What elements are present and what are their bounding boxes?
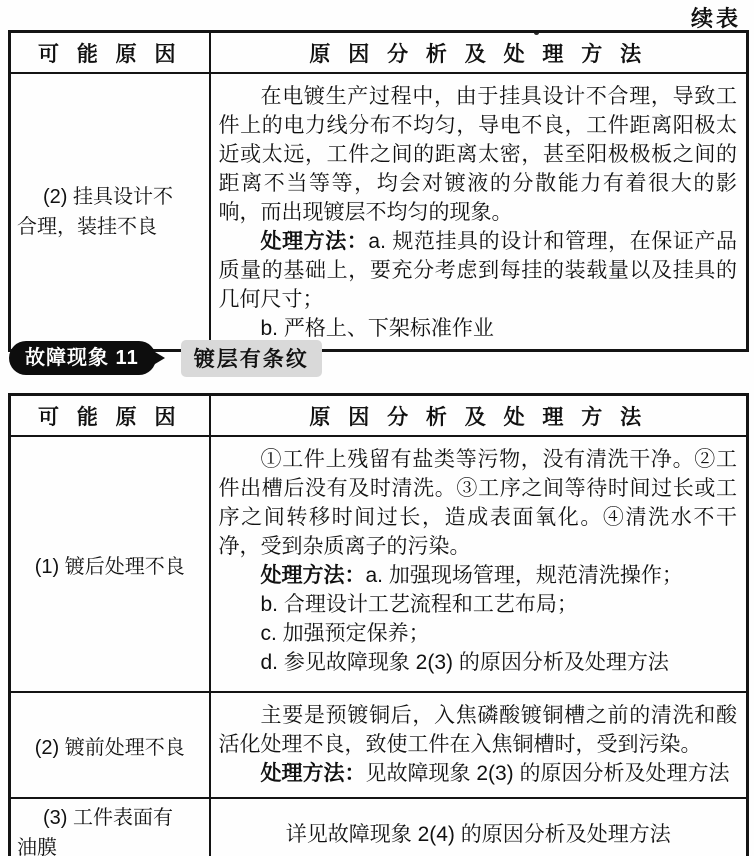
cause-cell xyxy=(10,73,210,351)
table-header-row xyxy=(10,395,748,437)
column-header-cause: 可 能 原 因 xyxy=(10,395,210,437)
cause-cell: (2) 镀前处理不良 xyxy=(10,692,210,798)
method-label: 处理方法： xyxy=(260,762,366,785)
table-row xyxy=(10,798,748,856)
analysis-paragraph: ①工件上残留有盐类等污物，没有清洗干净。②工件出槽后没有及时清洗。③工序之间等待时间过长或工序之间转移时间过长，造成表面氧化。④清洗水不干净，受到杂质离子的污染。 xyxy=(218,448,737,558)
column-header-analysis: 原 因 分 析 及 处 理 方 法 xyxy=(210,395,748,437)
method-paragraph xyxy=(219,759,738,788)
fault-number-badge xyxy=(9,341,156,375)
method-reference: 见故障现象 2(3) 的原因分析及处理方法 xyxy=(365,762,730,785)
method-step-c: c. 加强预定保养； xyxy=(260,622,430,645)
table-row xyxy=(10,73,748,351)
method-paragraph xyxy=(219,561,738,590)
cause-text xyxy=(17,182,203,242)
analysis-cell xyxy=(210,692,748,798)
analysis-paragraph: 在电镀生产过程中，由于挂具设计不合理，导致工件上的电力线分布不均匀，导电不良，工件距离阳极太近或太远，工件之间的距离太密，甚至阳极极板之间的距离不当等等，均会对镀液的分散能力有着很大的影响，而出现镀层不均匀的现象。 xyxy=(218,85,737,224)
analysis-paragraph: 主要是预镀铜后，入焦磷酸镀铜槽之前的清洗和酸活化处理不良，致使工件在入焦铜槽时，受到污染。 xyxy=(218,704,737,756)
continued-fault-table xyxy=(8,30,749,352)
fault-11-table xyxy=(8,393,749,856)
table-row xyxy=(10,692,748,798)
continued-table-label: 续表 xyxy=(690,6,741,31)
analysis-cell xyxy=(210,436,748,692)
cause-cell xyxy=(10,798,210,856)
fault-section-header xyxy=(9,341,322,375)
method-label: 处理方法： xyxy=(260,564,366,587)
cause-text-line2: 油膜 xyxy=(17,837,57,856)
method-step-b: b. 合理设计工艺流程和工艺布局； xyxy=(260,593,578,616)
method-step-a: a. 加强现场管理，规范清洗操作； xyxy=(365,564,683,587)
analysis-cell: 详见故障现象 2(4) 的原因分析及处理方法 xyxy=(210,798,748,856)
cause-text-line1: (3) 工件表面有 xyxy=(43,807,173,829)
fault-title: 镀层有条纹 xyxy=(181,340,322,377)
cause-text-line1: (2) 挂具设计不 xyxy=(43,185,173,208)
method-step-a: a. 规范挂具的设计和管理，在保证产品质量的基础上，要充分考虑到每挂的装载量以及挂具的几何尺寸； xyxy=(218,230,737,311)
cause-cell: (1) 镀后处理不良 xyxy=(10,436,210,692)
column-header-analysis: 原 因 分 析 及 处 理 方 法 xyxy=(210,32,748,74)
method-step-d: d. 参见故障现象 2(3) 的原因分析及处理方法 xyxy=(260,651,669,674)
cause-text xyxy=(17,803,203,856)
table-row xyxy=(10,436,748,692)
method-step-b: b. 严格上、下架标准作业 xyxy=(260,317,494,340)
method-paragraph xyxy=(219,227,738,314)
method-label: 处理方法： xyxy=(260,230,369,253)
fault-badge-label: 故障现象 11 xyxy=(25,347,139,369)
column-header-cause: 可 能 原 因 xyxy=(10,32,210,74)
cause-text-line2: 合理，装挂不良 xyxy=(17,215,157,238)
table-header-row xyxy=(10,32,748,74)
analysis-cell xyxy=(210,73,748,351)
